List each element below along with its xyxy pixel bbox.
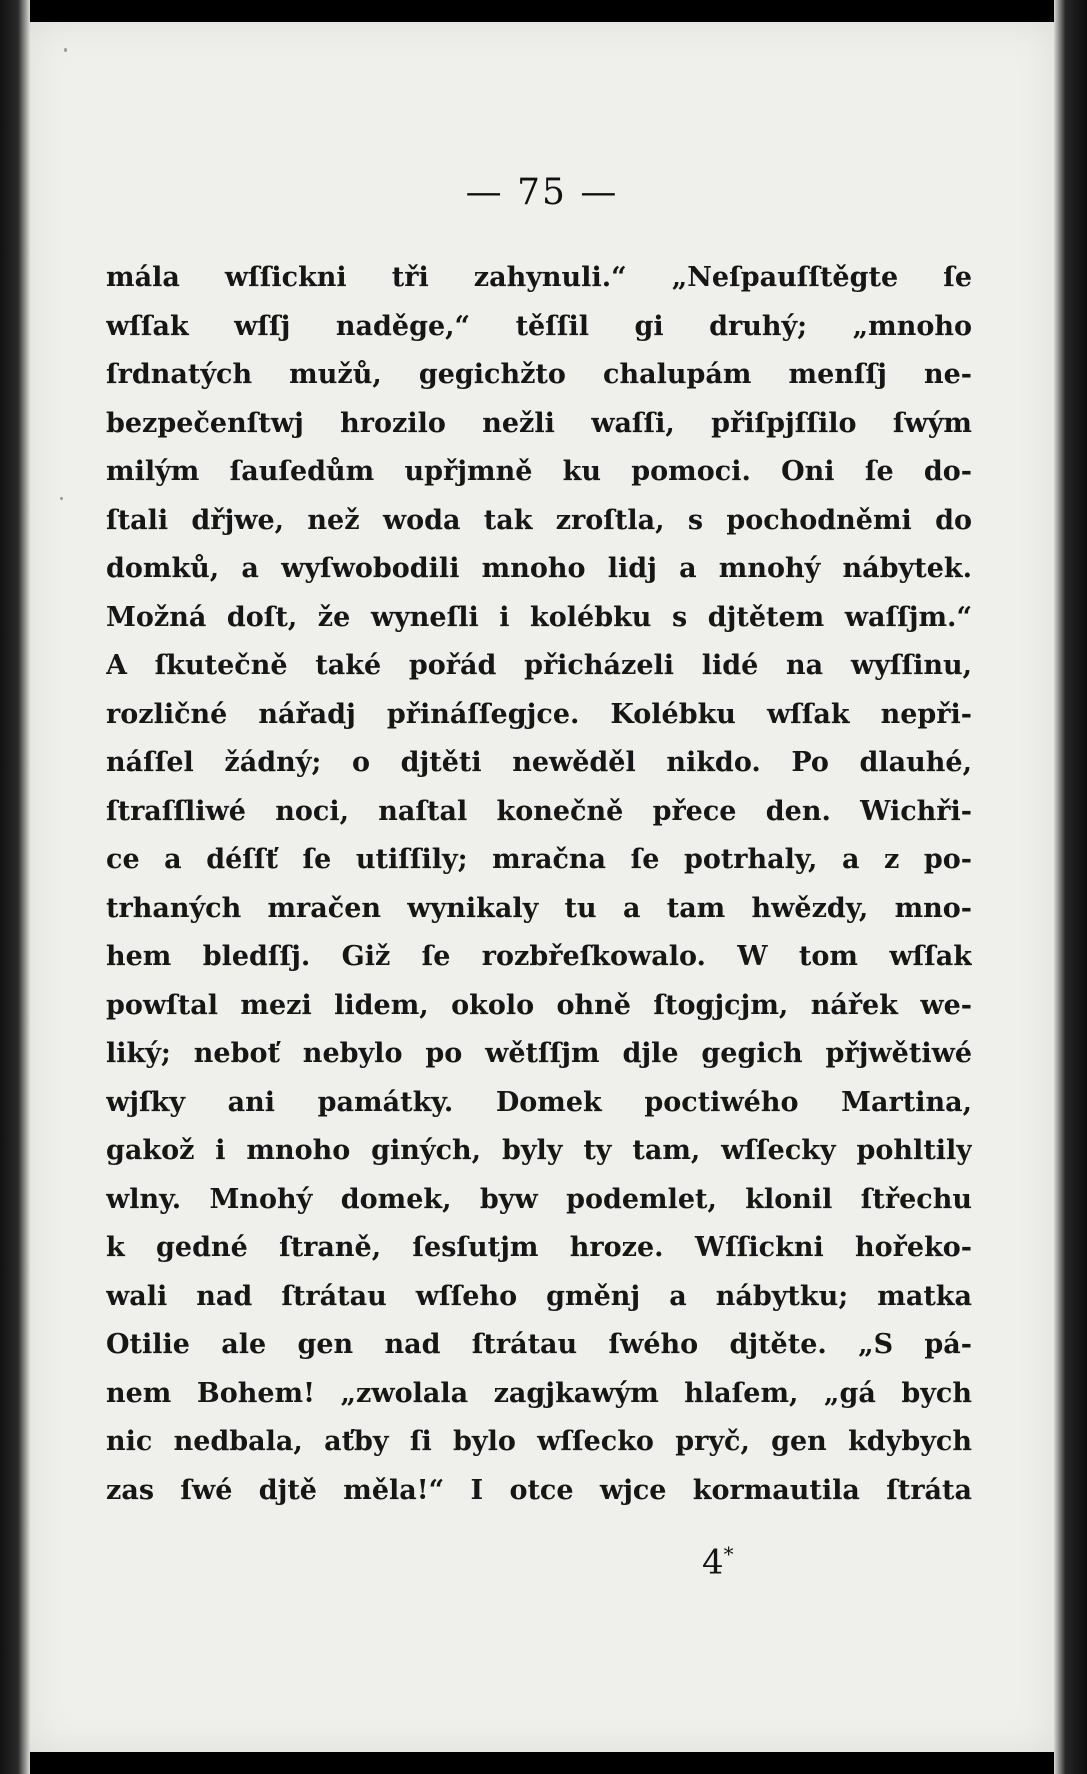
text-line: Možná doſt, že wyneſli i kolébku s djtětem waſſjm.“: [106, 601, 972, 633]
text-line: liký; neboť nebylo po wětſſjm djle gegich přjwětiwé: [106, 1038, 972, 1069]
text-line: bezpečenſtwj hrozilo nežli waſſi, přiſpjſſilo ſwým: [106, 407, 972, 439]
text-line: powſtal mezi lidem, okolo ohně ſtogjcjm, nářek we-: [106, 989, 972, 1021]
scan-border-right: [1054, 0, 1087, 1774]
text-line: milým ſauſedům upřjmně ku pomoci. Oni ſe do-: [106, 456, 972, 487]
page-number: — 75 —: [465, 172, 619, 213]
text-line: k gedné ſtraně, ſesſutjm hroze. Wſſickni hořeko-: [106, 1232, 972, 1263]
text-line: ſrdnatých mužů, gegichžto chalupám menſſj ne-: [106, 359, 972, 390]
signature-number: 4: [702, 1542, 724, 1583]
body-text: [106, 254, 972, 1515]
text-line: zas ſwé djtě měla!“ I otce wjce kormautila ſtráta: [106, 1474, 972, 1506]
text-line: domků, a wyſwobodili mnoho lidj a mnohý nábytek.: [106, 553, 972, 584]
text-line: wjſky ani památky. Domek poctiwého Martina,: [106, 1086, 972, 1118]
text-line: A ſkutečně také pořád přicházeli lidé na wyſſinu,: [106, 650, 972, 681]
text-line: nic nedbala, aťby ſi bylo wſſecko pryč, gen kdybych: [106, 1426, 972, 1457]
text-line: ce a déſſť ſe utiſſily; mračna ſe potrhaly, a z po-: [106, 844, 972, 875]
signature-asterisk: *: [723, 1542, 734, 1566]
text-line: hem bledſſj. Giž ſe rozbřeſkowalo. W tom wſſak: [106, 941, 972, 972]
text-line: wali nad ſtrátau wſſeho gměnj a nábytku; matka: [106, 1280, 972, 1312]
text-line: Otilie ale gen nad ſtrátau ſwého djtěte. „S pá-: [106, 1329, 972, 1360]
signature-mark: [702, 1542, 734, 1582]
text-line: wſſak wſſj naděge,“ těſſil gi druhý; „mnoho: [106, 310, 972, 342]
text-line: nem Bohem! „zwolala zagjkawým hlaſem, „gá bych: [106, 1377, 972, 1409]
text-line: trhaných mračen wynikaly tu a tam hwězdy, mno-: [106, 892, 972, 924]
paper-speck: [64, 48, 67, 52]
text-line: ſtraſſliwé noci, naſtal konečně přece den. Wichři-: [106, 795, 972, 827]
paper-speck: [60, 497, 63, 500]
text-line: gakož i mnoho giných, byly ty tam, wſſecky pohltily: [106, 1135, 972, 1166]
scan-border-left: [0, 0, 30, 1774]
text-line: wlny. Mnohý domek, byw podemlet, klonil ſtřechu: [106, 1183, 972, 1215]
book-page: [30, 22, 1054, 1752]
text-line: rozličné nářadj přináſſegjce. Kolébku wſſak nepři-: [106, 698, 972, 730]
text-line: mála wſſickni tři zahynuli.“ „Neſpauſſtěgte ſe: [106, 262, 972, 293]
text-line: náſſel žádný; o djtěti newěděl nikdo. Po dlauhé,: [106, 747, 972, 778]
text-line: ſtali dřjwe, než woda tak zroſtla, s pochodněmi do: [106, 504, 972, 536]
